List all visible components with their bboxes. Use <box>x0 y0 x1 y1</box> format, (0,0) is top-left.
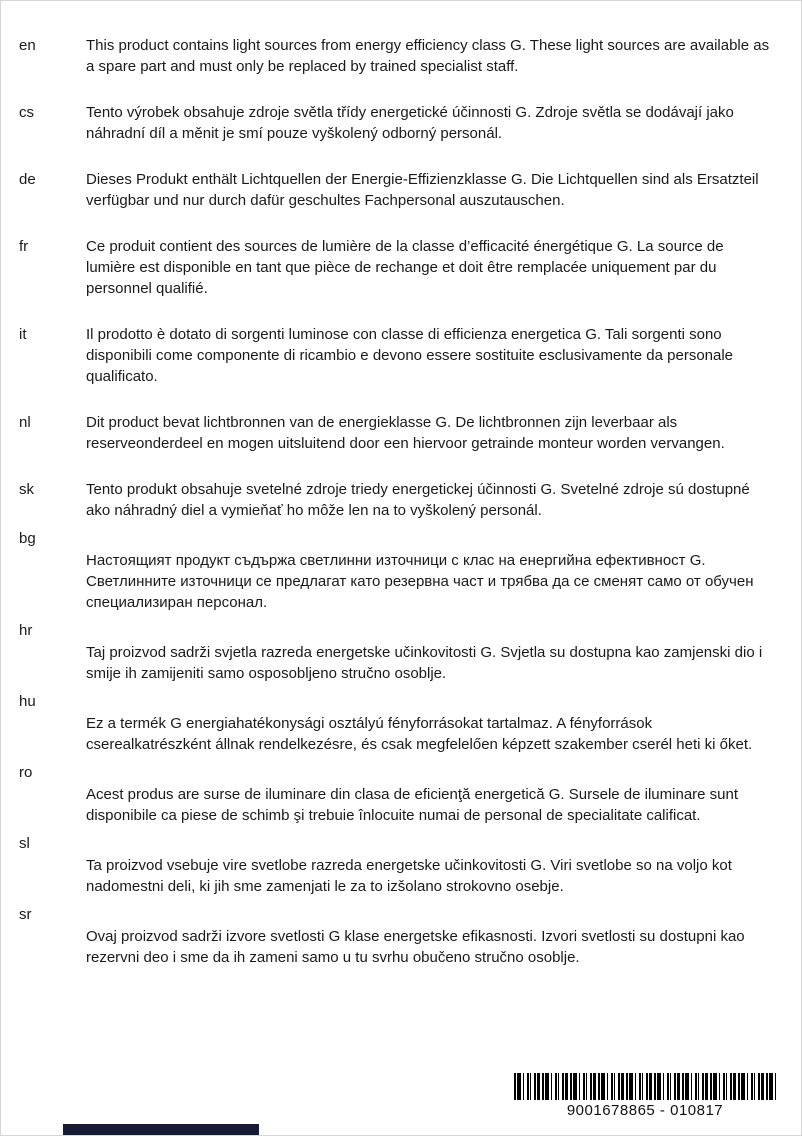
language-code: en <box>19 37 36 54</box>
language-code: bg <box>19 530 36 547</box>
language-section-en <box>19 35 776 77</box>
language-text: Ovaj proizvod sadrži izvore svetlosti G klase energetske efikasnosti. Izvori svetlosti su dostupni kao rezervni deo i sme da ih zameni samo u tu svrhu obučeno stručno osoblje. <box>86 928 745 966</box>
language-section-sl <box>19 833 776 897</box>
language-code: sr <box>19 906 32 923</box>
language-code: hu <box>19 693 36 710</box>
language-section-cs <box>19 102 776 144</box>
language-text: Acest produs are surse de iluminare din clasa de eficienţă energetică G. Sursele de iluminare sunt disponibile ca piese de schimb şi trebuie înlocuite numai de personal de specialitate calificat. <box>86 786 739 824</box>
bottom-left-dark-bar <box>63 1124 259 1135</box>
barcode <box>514 1073 776 1119</box>
language-section-de <box>19 169 776 211</box>
language-text: Ez a termék G energiahatékonysági osztályú fényforrásokat tartalmaz. A fényforrások cserealkatrészként állnak rendelkezésre, és csak megfelelően képzett szakember cserél heti ki őket. <box>86 715 753 753</box>
language-code: it <box>19 326 27 343</box>
language-code: ro <box>19 764 33 781</box>
language-text: Ta proizvod vsebuje vire svetlobe razreda energetske učinkovitosti G. Viri svetlobe so na voljo kot nadomestni deli, ki jih sme zamenjati le za to izšolano strokovno osebje. <box>86 857 732 895</box>
language-text: Dit product bevat lichtbronnen van de energieklasse G. De lichtbronnen zijn leverbaar als reserveonderdeel en mogen uitsluitend door een hiervoor getrainde monteur worden vervangen. <box>86 414 725 452</box>
language-code: hr <box>19 622 33 639</box>
barcode-number: 9001678865 - 010817 <box>566 1102 724 1119</box>
language-section-ro <box>19 762 776 826</box>
language-text: Настоящият продукт съдържа светлинни източници с клас на енергийна ефективност G. Светлинните източници се предлагат като резервна част и трябва да се сменят само от обучен специализиран персонал. <box>86 552 754 611</box>
language-text: This product contains light sources from energy efficiency class G. These light sources are available as a spare part and must only be replaced by trained specialist staff. <box>86 37 770 75</box>
language-section-fr <box>19 236 776 299</box>
language-section-nl <box>19 412 776 454</box>
language-text: Taj proizvod sadrži svjetla razreda energetske učinkovitosti G. Svjetla su dostupna kao zamjenski dio i smije ih zamijeniti samo osposobljeno stručno osoblje. <box>86 644 763 682</box>
language-code: sl <box>19 835 30 852</box>
language-section-hu <box>19 691 776 755</box>
barcode-bars <box>514 1073 776 1100</box>
language-section-hr <box>19 620 776 684</box>
language-section-sr <box>19 904 776 968</box>
language-text: Tento produkt obsahuje svetelné zdroje triedy energetickej účinnosti G. Svetelné zdroje sú dostupné ako náhradný diel a vymieňať ho môže len na to vyškolený personál. <box>86 481 750 519</box>
multilingual-notice <box>1 1 801 968</box>
language-section-it <box>19 324 776 387</box>
language-text: Tento výrobek obsahuje zdroje světla třídy energetické účinnosti G. Zdroje světla se dodávají jako náhradní díl a měnit je smí pouze vyškolený odborný personál. <box>86 104 734 142</box>
language-code: sk <box>19 481 34 498</box>
language-section-sk <box>19 479 776 521</box>
language-code: de <box>19 171 36 188</box>
language-code: cs <box>19 104 34 121</box>
language-code: nl <box>19 414 31 431</box>
language-text: Il prodotto è dotato di sorgenti luminose con classe di efficienza energetica G. Tali sorgenti sono disponibili come componente di ricambio e devono essere sostituite esclusivamente da personale qualificato. <box>86 326 734 385</box>
language-section-bg <box>19 528 776 613</box>
language-text: Ce produit contient des sources de lumière de la classe d’efficacité énergétique G. La source de lumière est disponible en tant que pièce de rechange et doit être remplacée uniquement par du personnel qualifié. <box>86 238 724 297</box>
language-code: fr <box>19 238 29 255</box>
language-text: Dieses Produkt enthält Lichtquellen der Energie-Effizienzklasse G. Die Lichtquellen sind als Ersatzteil verfügbar und nur durch dafür geschultes Fachpersonal auszutauschen. <box>86 171 759 209</box>
